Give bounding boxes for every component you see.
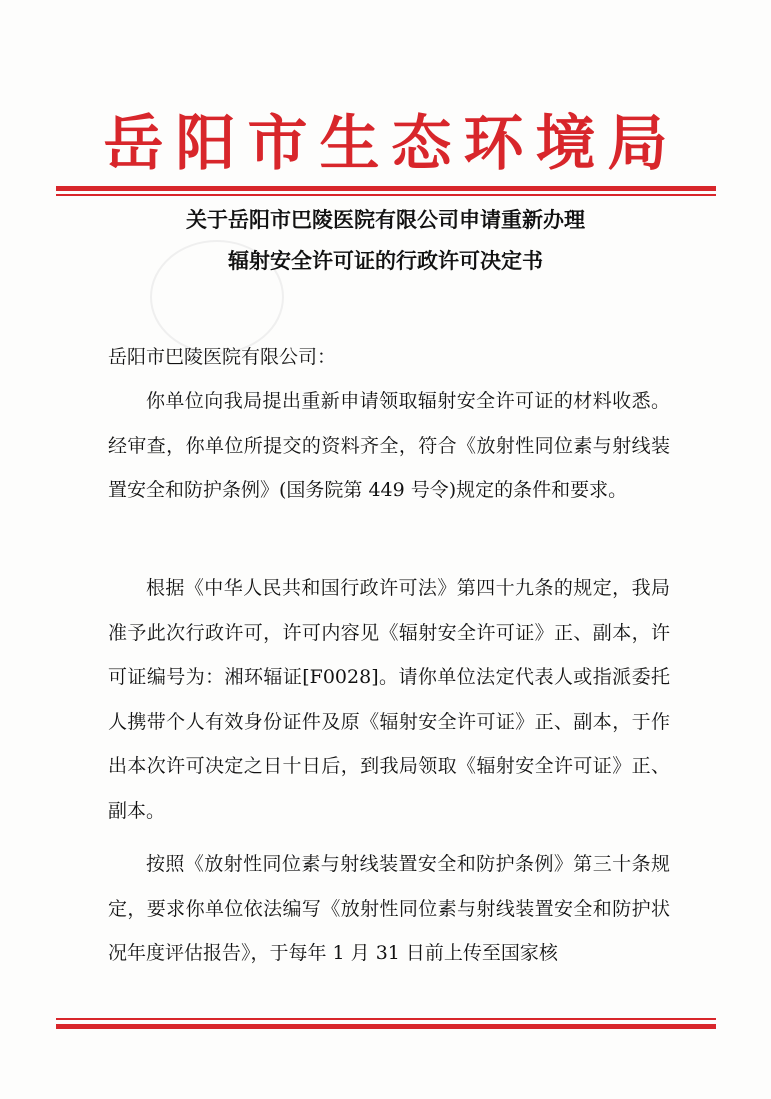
footer-rule-thick [56,1024,716,1029]
footer-rule-thin [56,1018,716,1020]
letterhead-agency-name: 岳阳市生态环境局 [103,109,680,179]
paragraph-3: 按照《放射性同位素与射线装置安全和防护条例》第三十条规定，要求你单位依法编写《放射性同位素与射线装置安全和防护状况年度评估报告》，于每年 1 月 31 日前上传至国家核 [108,853,670,965]
paragraph-1: 你单位向我局提出重新申请领取辐射安全许可证的材料收悉。经审查，你单位所提交的资料齐全，符合《放射性同位素与射线装置安全和防护条例》(国务院第 449 号令)规定的条件和要求。 [108,390,670,502]
paragraph-2: 根据《中华人民共和国行政许可法》第四十九条的规定，我局准予此次行政许可，许可内容见《辐射安全许可证》正、副本，许可证编号为：湘环辐证[F0028]。请你单位法定代表人或指派委托人携带个人有效身份证件及原《辐射安全许可证》正、副本，于作出本次许可决定之日十日后，到我局领取《辐射安全许可证》正、副本。 [108,577,670,822]
letterhead-rule-thin [56,194,716,196]
letterhead-rule-thick [56,186,716,191]
document-title-line-2: 辐射安全许可证的行政许可决定书 [228,249,543,273]
addressee: 岳阳市巴陵医院有限公司： [108,346,337,368]
document-title-line-1: 关于岳阳市巴陵医院有限公司申请重新办理 [186,208,585,232]
